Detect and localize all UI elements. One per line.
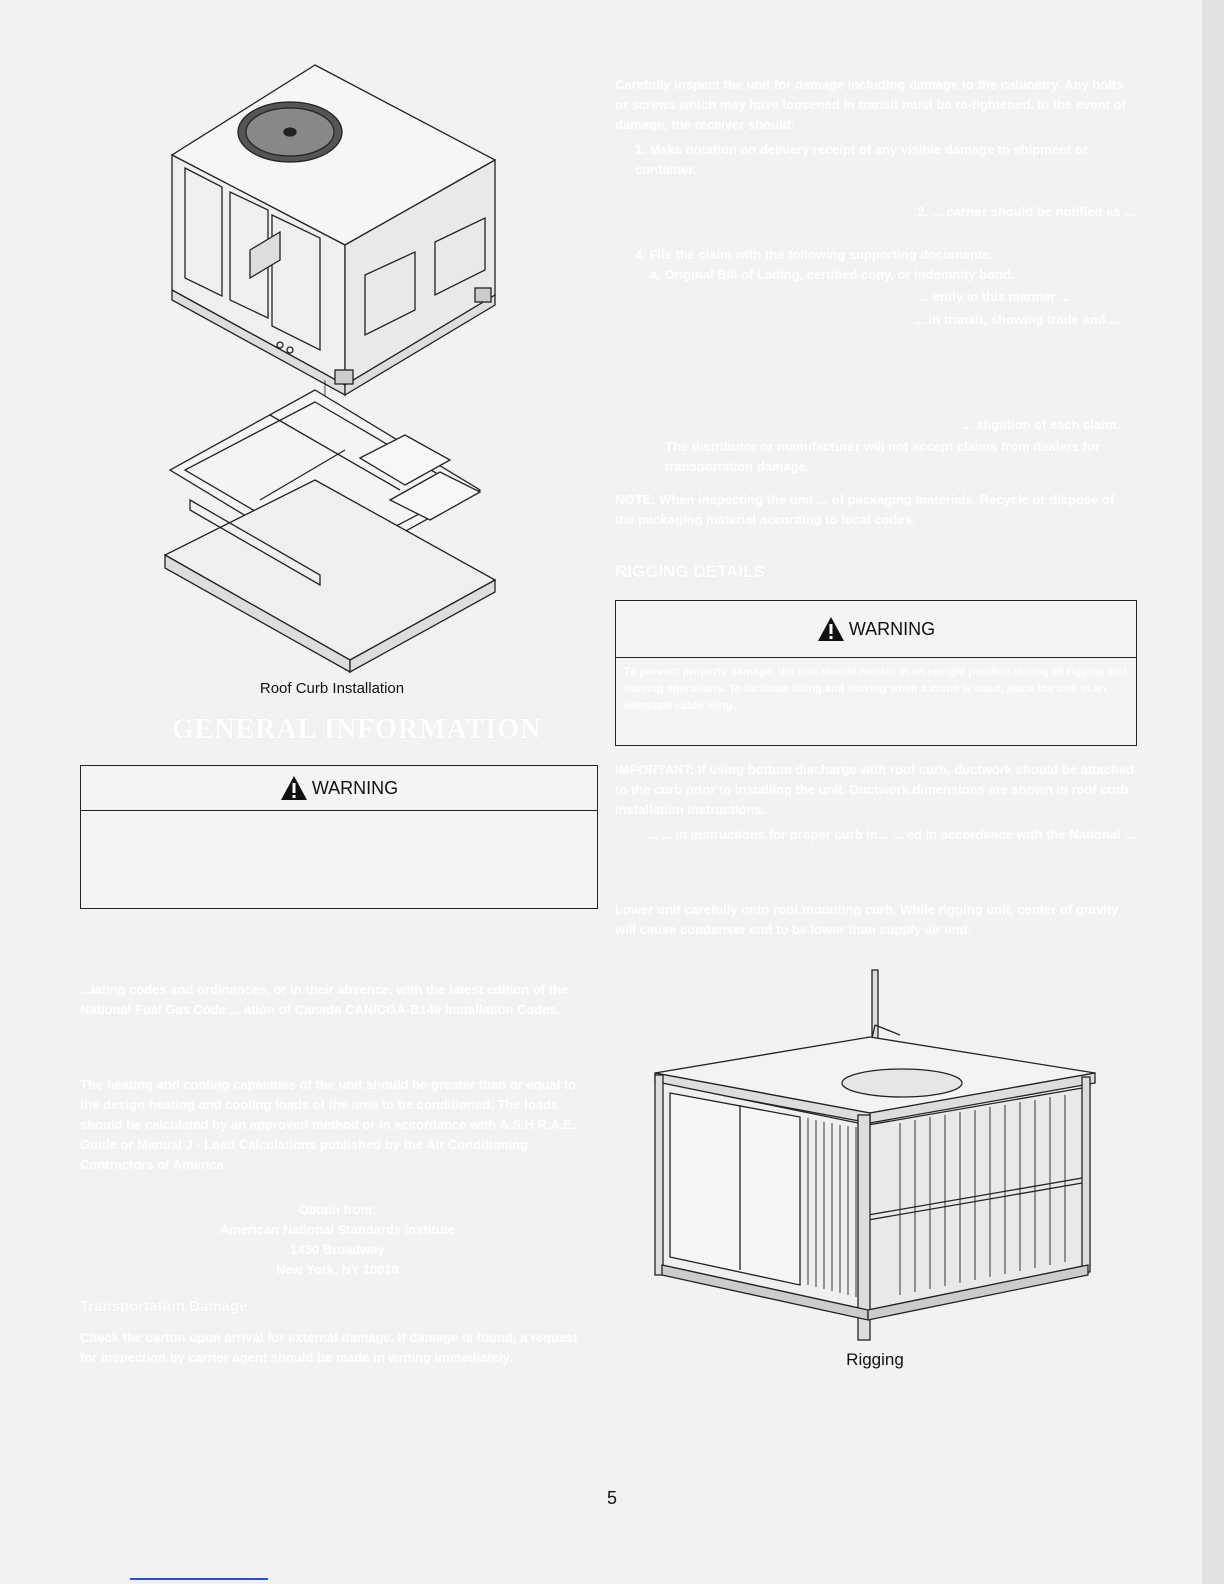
- transport-paragraph: Check the carton upon arrival for external damage. If damage is found, a request for inspection by carrier agent should be made in writing immediately.: [80, 1330, 578, 1365]
- claim-item-1: 1. Make notation on delivery receipt of any visible damage to shipment or container.: [635, 142, 1088, 177]
- transport-title: Transportation Damage: [80, 1298, 248, 1315]
- claim-item-d: ... stigation of each claim.: [961, 417, 1120, 432]
- capacity-paragraph: The heating and cooling capacities of the unit should be greater than or equal to the design heating and cooling loads of the area to be conditioned. The loads should be calculated by an approved method or in accordance with A.S.H.R.A.E. Guide or Manual J - Load Calculations published by the Air Conditioning Contractors of America.: [80, 1077, 577, 1172]
- rigging-figure: [640, 965, 1110, 1345]
- warning-header: [616, 601, 1136, 658]
- obtain-line-3: 1430 Broadway: [290, 1242, 385, 1257]
- codes-paragraph: ...lating codes and ordinances, or in their absence, with the latest edition of the National Fuel Gas Code ... ation of Canada CAN/CGA-B149 Installation Codes.: [80, 982, 569, 1017]
- link-underline: [130, 1578, 268, 1580]
- warning-label: WARNING: [311, 777, 399, 798]
- warning-box-right: [615, 600, 1137, 746]
- warning-triangle-icon: [280, 775, 308, 801]
- claim-item-4: 4. File the claim with the following supporting documents:: [635, 247, 994, 262]
- rigging-details-title: RIGGING DETAILS: [615, 562, 765, 581]
- claim-item-2: 2. ... carrier should be notified as ...: [917, 204, 1135, 219]
- page-edge: [1202, 0, 1224, 1584]
- claim-item-a2: ... ently in this manner ...: [918, 289, 1070, 304]
- warning-box-left: [80, 765, 598, 909]
- warning-triangle-icon: [817, 616, 845, 642]
- curb-paragraph: ... ... in instructions for proper curb in... ... ed in accordance with the National ...: [646, 827, 1135, 842]
- warning-body-right: To prevent property damage, the unit should remain in an upright position during all rigging and moving operations. To facilitate lifting and moving when a crane is used, place the unit in an adequate cable sling.: [624, 666, 1127, 712]
- claim-item-a: a. Original Bill of Lading, certified copy, or indemnity bond.: [650, 267, 1015, 282]
- roof-curb-caption: Roof Curb Installation: [259, 680, 405, 697]
- obtain-line-2: American National Standards Institute: [219, 1222, 456, 1237]
- roof-curb-figure: [150, 60, 510, 675]
- warning-label: WARNING: [848, 618, 936, 639]
- lower-paragraph: Lower unit carefully onto roof mounting curb. While rigging unit, center of gravity will cause condenser end to be lower than supply air end.: [615, 902, 1119, 937]
- distributor-paragraph: The distributor or manufacturer will not accept claims from dealers for transportation damage.: [665, 439, 1100, 474]
- warning-header: [81, 766, 597, 811]
- important-paragraph: IMPORTANT: If using bottom discharge with roof curb, ductwork should be attached to the curb prior to installing the unit. Ductwork dimensions are shown in roof curb installation instructions.: [615, 762, 1135, 817]
- claim-item-b: ... in transit, showing trade and ...: [914, 312, 1120, 327]
- obtain-line-4: New York, NY 10018: [276, 1262, 399, 1277]
- obtain-line-1: Obtain from:: [298, 1202, 377, 1217]
- section-title-general-information: GENERAL INFORMATION: [172, 714, 542, 745]
- rigging-caption: Rigging: [846, 1350, 904, 1369]
- note-paragraph: NOTE: When inspecting the unit ... of packaging materials. Recycle or dispose of the packaging material according to local codes.: [615, 492, 1115, 527]
- page-number: 5: [606, 1488, 617, 1508]
- inspect-paragraph: Carefully inspect the unit for damage including damage to the cabinetry. Any bolts or screws which may have loosened in transit must be re-tightened. In the event of damage, the receiver should:: [615, 77, 1126, 132]
